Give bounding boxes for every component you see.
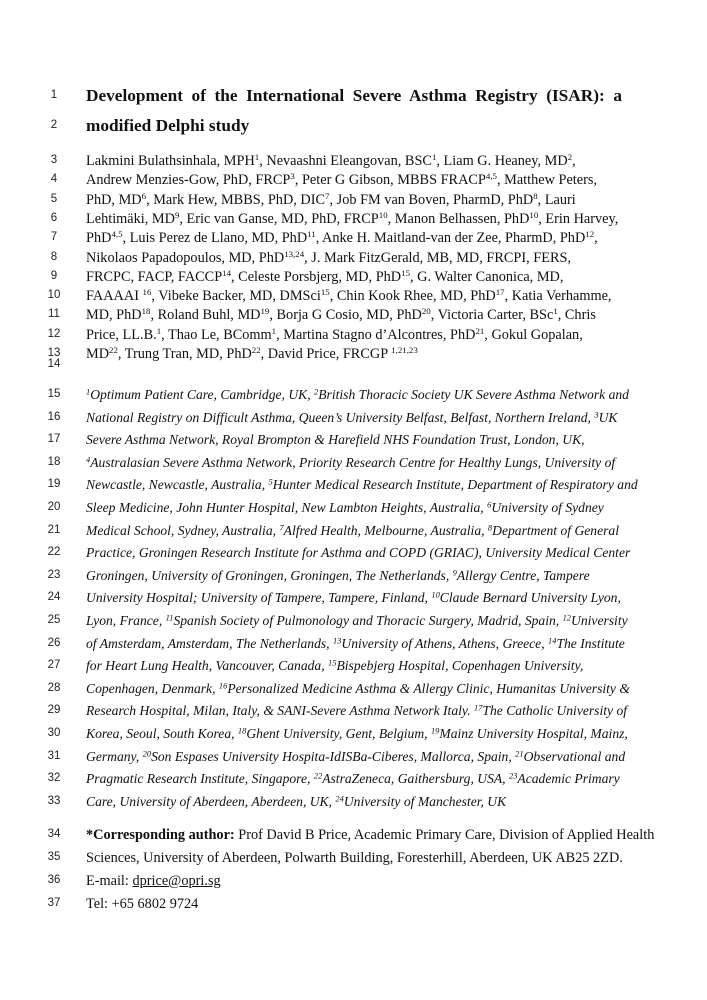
author-text: , J. Mark FitzGerald, MB, MD, FRCPI, FERS, [304, 249, 572, 266]
affiliation-text: University of Manchester, UK [343, 793, 507, 809]
line-number: 31 [47, 749, 61, 762]
author-text: , Peter G Gibson, MBBS FRACP [294, 172, 486, 189]
line-number: 1 [50, 89, 58, 101]
line-number: 11 [48, 308, 60, 321]
author-text: , Matthew Peters, [496, 172, 598, 189]
line-number: 19 [47, 478, 61, 491]
affiliation-line [0, 521, 707, 541]
line-number: 2 [50, 119, 58, 131]
affiliation-text: University of Sydney [491, 500, 604, 515]
line-number: 13 [47, 347, 61, 359]
title-line-2 [0, 116, 707, 136]
line-number: 30 [47, 727, 61, 739]
author-text: , Katia Verhamme, [504, 288, 612, 305]
line-number: 15 [47, 388, 61, 400]
affiliation-superscript: 15 [328, 657, 337, 668]
affiliation-text: The Catholic University of [482, 703, 628, 719]
affiliation-superscript: 7 [325, 190, 330, 201]
affiliation-text: University of Athens, Athens, Greece, [341, 635, 549, 651]
affiliation-text: Claude Bernard University Lyon, [439, 590, 621, 606]
author-text: FAAAAI [86, 288, 143, 305]
affiliation-text: Germany, [86, 748, 143, 764]
author-text: MD, PhD [86, 307, 142, 324]
affiliation-superscript: 20 [421, 306, 431, 317]
line-number: 9 [50, 269, 58, 282]
author-text: , Mark Hew, MBBS, PhD, DIC [146, 191, 326, 208]
affiliation-text: Observational and [523, 748, 626, 764]
affiliation-superscript: 10 [529, 210, 539, 221]
affiliation-text: Groningen, University of Groningen, Groningen, The Netherlands, [86, 567, 453, 583]
author-line [0, 325, 707, 345]
affiliation-text: Newcastle, Newcastle, Australia, [86, 477, 269, 493]
affiliation-text: Sleep Medicine, John Hunter Hospital, New Lambton Heights, Australia, [86, 500, 488, 515]
affiliation-text: Alfred Health, Melbourne, Australia, [283, 522, 488, 538]
affiliation-superscript: 7 [279, 521, 284, 532]
affiliation-superscript: 11 [165, 612, 174, 623]
affiliation-text: University Hospital; University of Tampere, Tampere, Finland, [86, 590, 432, 606]
author-line [0, 286, 707, 306]
affiliation-text: The Institute [556, 635, 625, 651]
affiliation-superscript: 16 [218, 680, 228, 691]
line-number: 32 [47, 772, 61, 785]
affiliation-superscript: 17 [474, 702, 483, 713]
affiliation-superscript: 12 [585, 229, 595, 240]
title-line-1 [0, 86, 707, 106]
author-text: , Chris [557, 307, 596, 324]
affiliation-line [0, 634, 707, 654]
line-number: 17 [47, 433, 61, 446]
author-line [0, 305, 707, 325]
affiliation-superscript: 20 [142, 747, 152, 758]
affiliation-text: Copenhagen, Denmark, [86, 680, 219, 696]
author-text: Nikolaos Papadopoulos, MD, PhD [86, 249, 285, 266]
affiliation-superscript: 18 [237, 725, 247, 736]
author-text: , Thao Le, BComm [161, 326, 272, 343]
line-number: 6 [50, 211, 58, 224]
affiliation-superscript: 6 [487, 499, 492, 510]
author-text: , Manon Belhassen, PhD [387, 210, 530, 227]
affiliation-superscript: 24 [335, 793, 344, 804]
author-text: , G. Walter Canonica, MD, [410, 268, 564, 285]
affiliation-superscript: 10 [378, 210, 388, 221]
line-number: 20 [47, 501, 61, 513]
affiliation-text: Hunter Medical Research Institute, Department of Respiratory and [272, 477, 638, 493]
affiliation-text: Personalized Medicine Asthma & Allergy Clinic, Humanitas University & [227, 680, 630, 696]
author-line [0, 248, 707, 268]
affiliation-superscript: 9 [174, 210, 180, 221]
affiliation-superscript: 1 [254, 152, 260, 163]
line-number: 25 [47, 614, 61, 626]
affiliation-text: Lyon, France, [86, 613, 166, 628]
line-number: 29 [47, 704, 61, 717]
affiliation-superscript: 23 [508, 770, 518, 781]
affiliation-superscript: 16 [142, 287, 152, 298]
affiliation-superscript: 15 [320, 287, 330, 298]
line-number: 10 [47, 289, 61, 302]
line-number: 37 [47, 897, 61, 909]
affiliation-text: Severe Asthma Network, Royal Brompton & Harefield NHS Foundation Trust, London, UK, [86, 432, 585, 448]
affiliation-text: Korea, Seoul, South Korea, [86, 726, 238, 741]
affiliation-superscript: 22 [109, 345, 118, 356]
affiliation-line [0, 747, 707, 767]
affiliation-text: of Amsterdam, Amsterdam, The Netherlands, [86, 635, 333, 651]
author-line [0, 267, 707, 287]
affiliation-line [0, 588, 707, 608]
affiliation-text: Medical School, Sydney, Australia, [86, 522, 280, 538]
paper-title: Development of the International Severe Asthma Registry (ISAR): a [86, 86, 622, 105]
line-number: 7 [50, 231, 58, 244]
line-number: 26 [47, 636, 61, 649]
corresponding-author-text: Prof David B Price, Academic Primary Care, Division of Applied Health [234, 827, 655, 843]
line-number: 14 [47, 358, 61, 370]
affiliation-superscript: 5 [268, 476, 273, 487]
affiliation-superscript: 21 [515, 747, 524, 758]
affiliation-text: UK [598, 409, 618, 425]
affiliation-line [0, 769, 707, 789]
affiliation-superscript: 14 [222, 267, 232, 278]
line-number: 3 [50, 154, 58, 166]
corresponding-author-address: Sciences, University of Aberdeen, Polwarth Building, Foresterhill, Aberdeen, UK AB25 2ZD. [86, 850, 623, 866]
line-number: 18 [47, 455, 61, 468]
affiliation-text: Mainz University Hospital, Mainz, [439, 726, 628, 741]
author-text: , Liam G. Heaney, MD [436, 153, 568, 169]
affiliation-text: for Heart Lung Health, Vancouver, Canada, [86, 658, 329, 674]
author-text: , Chin Kook Rhee, MD, PhD [329, 288, 496, 305]
affiliation-superscript: 22 [251, 345, 261, 356]
author-text: Lakmini Bulathsinhala, MPH [86, 153, 255, 169]
author-text: , [594, 230, 598, 247]
corresponding-author-label: *Corresponding author: [86, 827, 235, 843]
affiliation-text: National Registry on Difficult Asthma, Queen’s University Belfast, Belfast, Northern Ireland, [86, 409, 595, 425]
affiliation-superscript: 19 [430, 725, 440, 736]
author-text: , Vibeke Backer, MD, DMSci [151, 288, 321, 305]
affiliation-superscript: 9 [452, 567, 457, 578]
email-label: E-mail: [86, 873, 133, 889]
email-link[interactable]: dprice@opri.sg [132, 873, 221, 889]
affiliation-superscript: 17 [495, 287, 505, 298]
affiliation-superscript: 2 [567, 152, 573, 163]
corresponding-author-line-2 [0, 848, 707, 868]
line-number: 5 [50, 192, 58, 205]
line-number: 24 [47, 591, 61, 604]
author-text: , Roland Buhl, MD [150, 307, 261, 324]
affiliation-superscript: 3 [594, 408, 599, 419]
affiliation-text: Spanish Society of Pulmonology and Thoracic Surgery, Madrid, Spain, [173, 613, 563, 628]
author-text: , Luis Perez de Llano, MD, PhD [122, 230, 308, 247]
blank-line [0, 355, 707, 375]
affiliation-text: Son Espases University Hospita-IdISBa-Ciberes, Mallorca, Spain, [151, 748, 516, 764]
email-line [0, 871, 707, 891]
affiliation-text: Pragmatic Research Institute, Singapore, [86, 771, 314, 787]
affiliation-text: AstraZeneca, Gaithersburg, USA, [322, 771, 509, 787]
affiliation-line [0, 385, 707, 405]
affiliation-line [0, 566, 707, 586]
affiliation-text: University [571, 613, 628, 628]
line-number: 34 [47, 828, 61, 840]
author-line [0, 228, 707, 248]
affiliation-superscript: 8 [533, 190, 538, 201]
affiliation-superscript: 1 [431, 152, 437, 163]
paper-title-continued: modified Delphi study [86, 116, 250, 135]
affiliation-line [0, 679, 707, 699]
author-text: , Victoria Carter, BSc [430, 307, 554, 324]
affiliation-text: Care, University of Aberdeen, Aberdeen, UK, [86, 793, 336, 809]
affiliation-superscript: 4 [86, 454, 91, 465]
line-number: 33 [47, 794, 61, 807]
affiliation-line [0, 724, 707, 744]
affiliation-superscript: 12 [562, 612, 572, 623]
affiliation-superscript: 13 [332, 634, 342, 645]
affiliation-superscript: 1 [553, 306, 558, 317]
author-text: PhD [86, 230, 112, 247]
affiliation-line [0, 453, 707, 473]
author-text: MD [86, 346, 110, 362]
affiliation-text: Allergy Centre, Tampere [456, 567, 590, 583]
telephone-line [0, 894, 707, 914]
line-number: 22 [47, 546, 61, 559]
author-text: , Erin Harvey, [538, 210, 619, 227]
affiliation-line [0, 408, 707, 428]
affiliation-superscript: 22 [313, 770, 323, 781]
line-number: 23 [47, 568, 61, 581]
author-text: , Job FM van Boven, PharmD, PhD [329, 191, 534, 208]
affiliation-superscript: 18 [141, 306, 151, 317]
line-number: 36 [47, 874, 61, 886]
author-text: , Celeste Porsbjerg, MD, PhD [231, 268, 402, 285]
line-number: 12 [47, 327, 61, 340]
affiliation-text: Bispebjerg Hospital, Copenhagen University, [336, 658, 584, 674]
affiliation-superscript: 8 [487, 521, 493, 532]
line-number: 35 [47, 851, 61, 863]
author-line [0, 151, 707, 171]
affiliation-text: Research Hospital, Milan, Italy, & SANI-Severe Asthma Network Italy. [86, 703, 474, 719]
corresponding-author-line-1 [0, 825, 707, 845]
author-text: FRCPC, FACP, FACCP [86, 268, 223, 285]
affiliation-superscript: 1 [271, 325, 277, 336]
affiliation-superscript: 21 [475, 325, 485, 336]
telephone-number: Tel: +65 6802 9724 [86, 896, 199, 912]
affiliation-text: British Thoracic Society UK Severe Asthma Network and [318, 387, 629, 402]
author-line [0, 190, 707, 210]
affiliation-superscript: 13,24 [284, 248, 305, 259]
affiliation-text: Optimum Patient Care, Cambridge, UK, [90, 387, 315, 402]
affiliation-text: Ghent University, Gent, Belgium, [246, 726, 431, 741]
line-number: 28 [47, 681, 61, 694]
affiliation-superscript: 4,5 [485, 171, 497, 182]
affiliation-superscript: 14 [548, 634, 557, 645]
author-text: Lehtimäki, MD [86, 210, 175, 227]
affiliation-line [0, 543, 707, 563]
affiliation-line [0, 430, 707, 450]
line-number: 27 [47, 659, 61, 672]
affiliation-text: Practice, Groningen Research Institute for Asthma and COPD (GRIAC), University Medical Center [86, 545, 631, 561]
affiliation-superscript: 15 [401, 267, 410, 278]
affiliation-superscript: 1,21,23 [391, 345, 418, 356]
author-text: , Gokul Gopalan, [484, 326, 583, 343]
affiliation-line [0, 656, 707, 676]
affiliation-superscript: 6 [141, 190, 147, 201]
affiliation-superscript: 1 [86, 386, 91, 397]
author-text: , Martina Stagno d’Alcontres, PhD [276, 326, 476, 343]
author-text: , Nevaashni Eleangovan, BSC [259, 153, 432, 169]
author-text: , Borja G Cosio, MD, PhD [269, 307, 422, 324]
author-text: , Lauri [537, 191, 576, 208]
author-text: , Anke H. Maitland-van der Zee, PharmD, PhD [315, 230, 586, 247]
affiliation-superscript: 19 [260, 306, 270, 317]
author-text: , David Price, FRCGP [260, 346, 392, 362]
affiliation-superscript: 2 [314, 386, 319, 397]
line-number: 16 [47, 410, 61, 423]
affiliation-superscript: 3 [290, 171, 295, 182]
affiliation-superscript: 11 [307, 229, 316, 240]
line-number: 4 [50, 173, 58, 186]
affiliation-line [0, 498, 707, 518]
line-number: 8 [50, 250, 58, 263]
author-line [0, 170, 707, 190]
author-text: , Trung Tran, MD, PhD [117, 346, 252, 362]
affiliation-text: Australasian Severe Asthma Network, Priority Research Centre for Healthy Lungs, University of [90, 454, 616, 470]
affiliation-line [0, 792, 707, 812]
affiliation-line [0, 701, 707, 721]
affiliation-line [0, 611, 707, 631]
line-number: 21 [47, 523, 61, 536]
affiliation-superscript: 1 [156, 325, 162, 336]
affiliation-text: Department of General [492, 522, 619, 538]
affiliation-superscript: 10 [431, 589, 440, 600]
author-text: Andrew Menzies-Gow, PhD, FRCP [86, 172, 291, 189]
affiliation-line [0, 475, 707, 495]
author-line [0, 209, 707, 229]
affiliation-text: Academic Primary [517, 771, 620, 787]
author-text: Price, LL.B. [86, 326, 157, 343]
author-text: , Eric van Ganse, MD, PhD, FRCP [179, 210, 379, 227]
author-text: , [572, 153, 576, 169]
author-text: PhD, MD [86, 191, 142, 208]
affiliation-superscript: 4,5 [111, 229, 123, 240]
